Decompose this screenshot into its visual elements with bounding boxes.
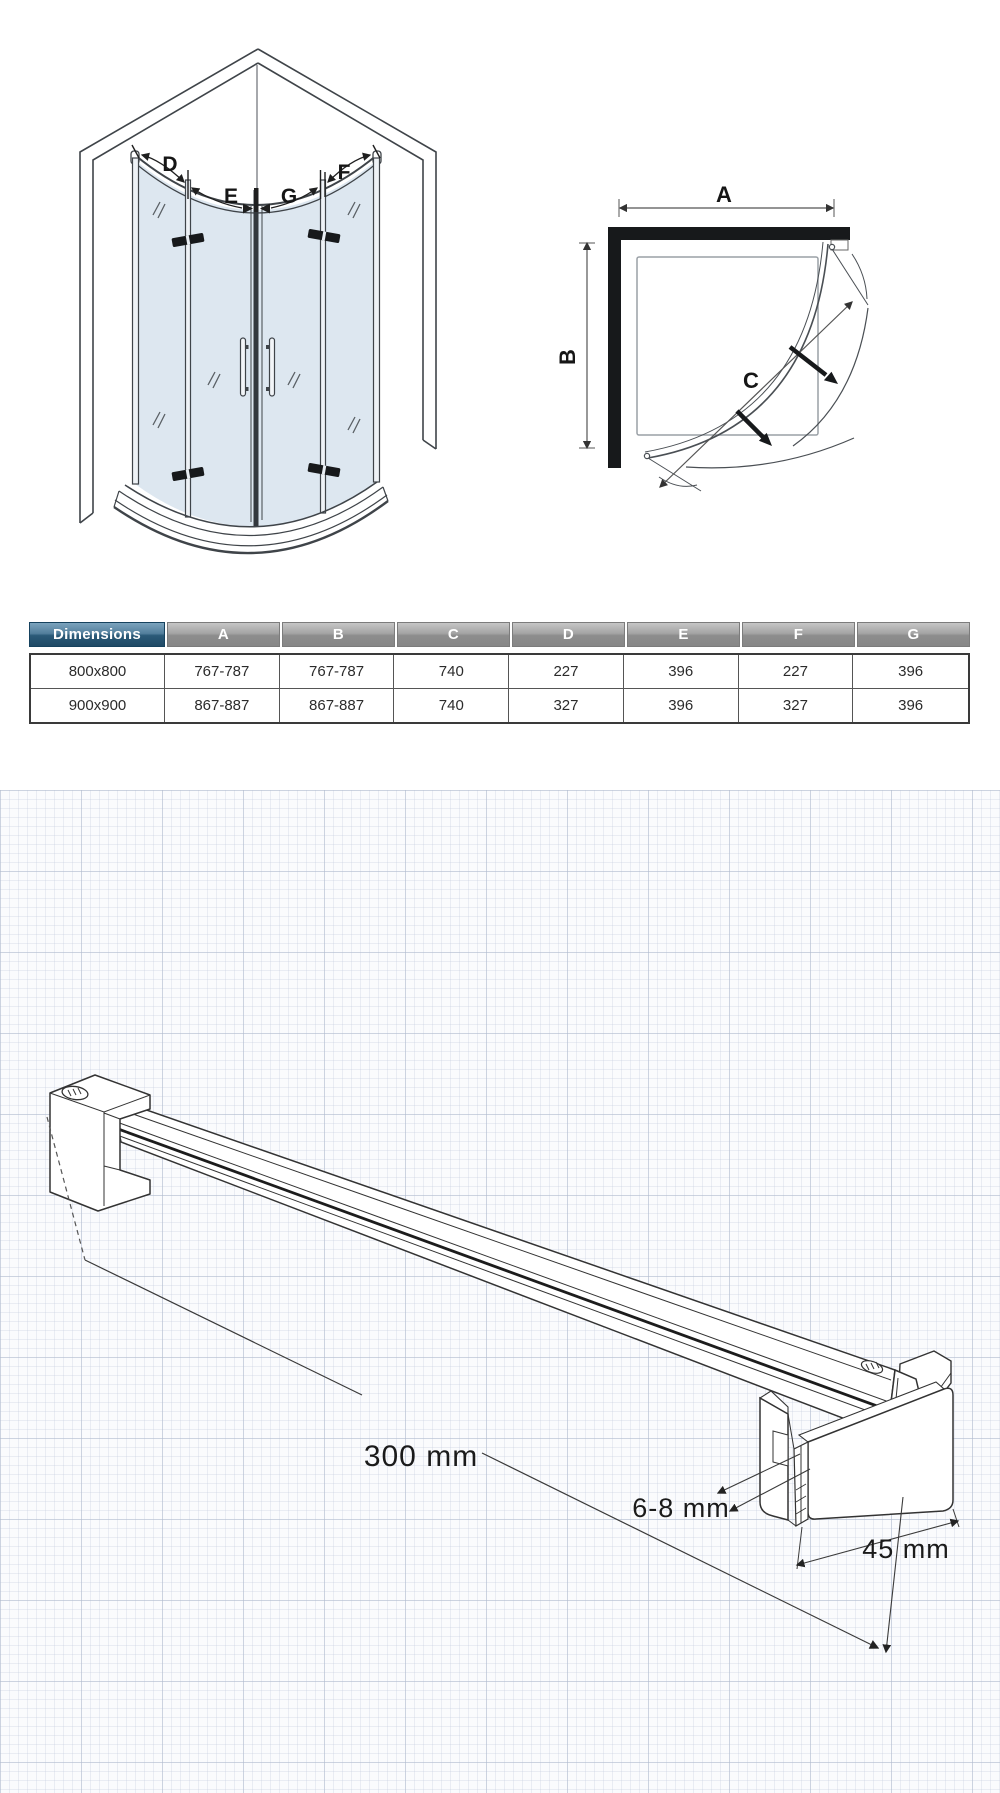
table-body (29, 653, 970, 724)
dim-label-g: G (280, 185, 298, 208)
dim-label-c: C (743, 368, 759, 393)
table-header-d: D (512, 622, 625, 647)
dim-label-e: E (223, 185, 239, 208)
table-header-dimensions: Dimensions (29, 622, 165, 647)
table-header-e: E (627, 622, 740, 647)
dim-label-a: A (716, 182, 732, 207)
dimensions-table (29, 622, 970, 724)
table-cell: 767-787 (280, 655, 395, 688)
support-bar (110, 1098, 921, 1439)
dim-b (579, 243, 595, 448)
table-header-row (29, 622, 970, 647)
table-cell: 396 (898, 697, 924, 714)
quadrant-enclosure-drawing (55, 8, 445, 578)
dim-label-d: D (162, 153, 178, 176)
dim-label-6-8mm: 6-8 mm (632, 1493, 730, 1523)
dim-label-45mm: 45 mm (862, 1534, 950, 1564)
table-cell: 327 (739, 689, 854, 722)
table-cell: 800x800 (31, 655, 165, 688)
table-row (31, 655, 968, 688)
table-cell: 767-787 (165, 655, 280, 688)
table-header-c: C (397, 622, 510, 647)
table-cell: 396 (624, 655, 739, 688)
table-cell: 867-887 (280, 689, 395, 722)
table-cell: 396 (898, 663, 924, 680)
table-header-g: G (857, 622, 970, 647)
table-cell: 740 (394, 689, 509, 722)
table-cell: 900x900 (31, 689, 165, 722)
table-row (31, 688, 968, 722)
support-bar-drawing (0, 790, 1000, 1793)
table-header-f: F (742, 622, 855, 647)
table-cell: 740 (394, 655, 509, 688)
plan-view-drawing (535, 150, 895, 510)
glass-plane-extension-line (886, 1497, 903, 1652)
table-cell: 227 (509, 655, 624, 688)
table-header-b: B (282, 622, 395, 647)
dim-label-300mm: 300 mm (363, 1440, 479, 1473)
table-cell: 327 (509, 689, 624, 722)
table-header-a: A (167, 622, 280, 647)
table-cell: 396 (624, 689, 739, 722)
table-cell: 227 (739, 655, 854, 688)
graph-paper-section (0, 790, 1000, 1793)
dim-label-f: F (337, 161, 351, 184)
table-cell: 867-887 (165, 689, 280, 722)
dim-label-b: B (555, 349, 580, 365)
